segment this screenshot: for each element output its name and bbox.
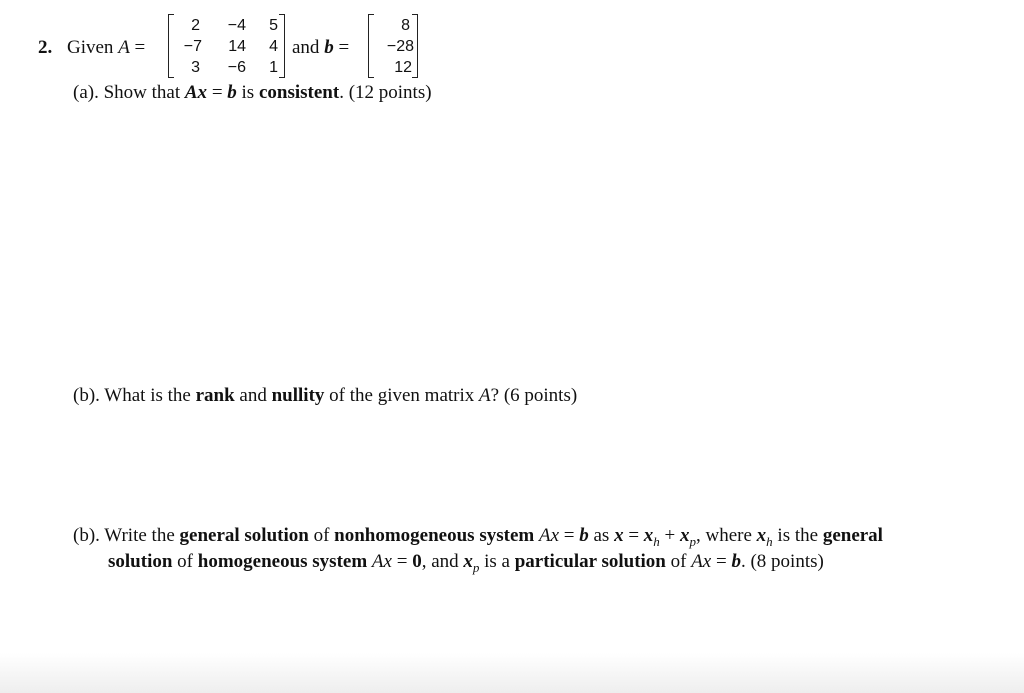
and-text: and [292,37,320,58]
matrix-a-cell: −6 [227,59,246,76]
part-a-b: b [227,82,237,103]
part-a [73,82,432,104]
part-b2-ax: Ax [538,525,560,546]
part-b2-of: of [313,525,330,546]
part-b2-points: . (8 points) [740,551,824,572]
matrix-a-cell: 1 [269,59,278,76]
matrix-a-right-bracket [279,14,285,78]
part-b2-x: x [614,525,624,546]
part-b2-is-a: is a [484,551,510,572]
matrix-a [168,14,285,78]
part-b2-particular: particular solution [514,551,666,572]
matrix-a-cell: −4 [227,17,246,34]
part-b2-h-sub2: h [766,534,773,549]
part-b1-rest: of the given matrix [329,385,475,406]
page-bottom-fade [0,653,1024,693]
matrix-a-cell: 3 [191,59,200,76]
part-b2-eq-3: = [396,551,408,572]
part-b2-general-solution: general solution [179,525,309,546]
part-b1-nullity: nullity [271,385,325,406]
part-b2-nonhomogeneous: nonhomogeneous system [334,525,535,546]
part-b2-zero: 0 [412,551,422,572]
vector-b-cell: −28 [386,38,414,55]
part-b2-where: , where [696,525,752,546]
matrix-a-cell: 4 [269,38,278,55]
part-b1-and: and [239,385,267,406]
matrix-a-cell: 2 [191,17,200,34]
part-b2-solution: solution [108,551,173,572]
part-b2-ax-2: Ax [371,551,392,572]
part-b2-is-the: is the [777,525,819,546]
part-b2-p-sub2: p [472,560,480,575]
question-number: 2. [38,37,53,58]
vector-b-symbol: b [324,37,334,58]
part-b2-general: general [822,525,883,546]
part-b2-eq-4: = [716,551,727,572]
part-b1-label: (b). What is the [73,385,191,406]
part-b2-xh2: x [756,525,767,546]
part-b2-xh: x [643,525,654,546]
part-a-is: is [241,82,255,103]
and-b-label [292,37,349,59]
vector-b-cell: 12 [394,59,412,76]
matrix-a-cell: −7 [183,38,202,55]
equals-sign-b: = [338,37,350,58]
part-b2-eq: = [563,525,575,546]
part-b2-b: b [579,525,589,546]
part-b2-of-3: of [670,551,687,572]
part-a-ax: Ax [184,82,208,103]
equals-sign: = [134,37,146,58]
part-b1-rank: rank [195,385,235,406]
part-b2-as: as [593,525,610,546]
part-b-rank-nullity [73,385,577,407]
part-b2-and: , and [421,551,459,572]
part-a-label: (a). Show that [73,82,181,103]
part-b2-ax-3: Ax [691,551,712,572]
vector-b [368,14,418,78]
part-b2-p-sub: p [689,534,696,549]
part-b-general-line1 [73,525,883,548]
part-a-points: . (12 points) [339,82,432,103]
given-label: Given [67,37,114,58]
part-b2-xp: x [680,525,690,546]
vector-b-cell: 8 [401,17,410,34]
matrix-a-cell: 14 [228,38,246,55]
part-b1-points: ? (6 points) [490,385,578,406]
matrix-a-cell: 5 [269,17,278,34]
part-b2-b-2: b [731,551,741,572]
question-header [38,37,145,59]
matrix-a-symbol: A [118,37,130,58]
part-b2-plus: + [664,525,676,546]
part-b2-h-sub: h [653,534,660,549]
part-b2-label: (b). Write the [73,525,175,546]
part-b2-of-2: of [177,551,193,572]
part-b2-homogeneous: homogeneous system [197,551,368,572]
part-a-equals: = [211,82,223,103]
part-b2-eq2: = [628,525,640,546]
part-a-consistent: consistent [258,82,340,103]
part-b-general-line2 [108,551,824,574]
part-b1-a: A [479,385,491,406]
part-b2-xp2: x [463,551,473,572]
